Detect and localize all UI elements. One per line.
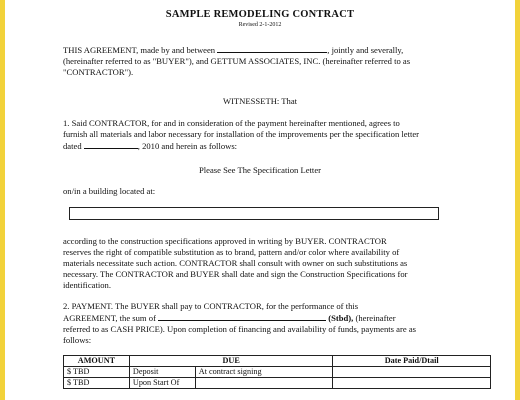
date-paid-cell[interactable]: [333, 378, 491, 389]
intro-paragraph: [63, 44, 491, 78]
intro-line-3: "CONTRACTOR").: [63, 67, 134, 77]
spec-letter-date-blank[interactable]: [84, 140, 138, 149]
witnesseth-heading: WITNESSETH: That: [222, 96, 298, 106]
spec-line-5: identification.: [63, 280, 111, 290]
section-1-line-2: furnish all materials and labor necessary for installation of the improvements per the specification letter: [63, 129, 420, 139]
section-1-dated: dated: [63, 141, 82, 151]
table-row: [64, 367, 491, 378]
intro-line-2: (hereinafter referred to as "BUYER"), and GETTUM ASSOCIATES, INC. (hereinafter referred to as: [63, 56, 411, 66]
section-2-sum-label: AGREEMENT, the sum of: [63, 313, 156, 323]
section-1-year: , 2010 and herein as follows:: [137, 141, 238, 151]
intro-text-jointly: , jointly and severally,: [327, 45, 404, 55]
amount-cell: $ TBD: [64, 367, 130, 378]
table-header-row: [64, 356, 491, 367]
intro-text-start: THIS AGREEMENT, made by and between: [63, 45, 216, 55]
sum-blank[interactable]: [158, 312, 326, 321]
section-2-line-4: follows:: [63, 335, 92, 345]
revised-date: Revised 2-1-2012: [238, 22, 282, 28]
section-1-line-1: 1. Said CONTRACTOR, for and in consideration of the payment hereinafter mentioned, agrees to: [63, 118, 400, 128]
spec-line-1: according to the construction specifications approved in writing by BUYER. CONTRACTOR: [63, 236, 387, 246]
amount-cell: $ TBD: [64, 378, 130, 389]
due-cell: [195, 378, 333, 389]
due-header: DUE: [129, 356, 332, 367]
spec-line-4: necessary. The CONTRACTOR and BUYER shall date and sign the Construction Specifications for: [63, 269, 408, 279]
table-row: [64, 378, 491, 389]
specification-paragraph: [63, 236, 491, 291]
spec-line-2: reserves the right of compatible substitution as to brand, pattern and/or color where availability of: [63, 247, 400, 257]
see-specification-letter: Please See The Specification Letter: [198, 165, 322, 175]
payment-schedule-table: [63, 355, 491, 389]
section-2-line-3: referred to as CASH PRICE). Upon completion of financing and availability of funds, payments are as: [63, 324, 416, 334]
buyer-name-blank[interactable]: [217, 44, 327, 53]
section-1: [63, 118, 491, 152]
building-location-field[interactable]: [69, 207, 439, 220]
document-page: [5, 0, 515, 400]
amount-header: AMOUNT: [64, 356, 130, 367]
spec-line-3: materials necessitate such action. CONTRACTOR shall consult with owner on such substitutions as: [63, 258, 408, 268]
due-cell: At contract signing: [195, 367, 333, 378]
building-location-label: on/in a building located at:: [63, 186, 156, 196]
section-2-line-1: 2. PAYMENT. The BUYER shall pay to CONTRACTOR, for the performance of this: [63, 301, 359, 311]
section-2-hereinafter: (hereinafter: [353, 313, 396, 323]
section-2-stbd: (Stbd),: [328, 313, 354, 323]
contract-title: SAMPLE REMODELING CONTRACT: [165, 9, 355, 20]
date-paid-cell[interactable]: [333, 367, 491, 378]
payment-label-cell: Deposit: [129, 367, 195, 378]
date-paid-header: Date Paid/Dtail: [333, 356, 491, 367]
section-2-payment: [63, 301, 491, 346]
payment-label-cell: Upon Start Of: [129, 378, 195, 389]
